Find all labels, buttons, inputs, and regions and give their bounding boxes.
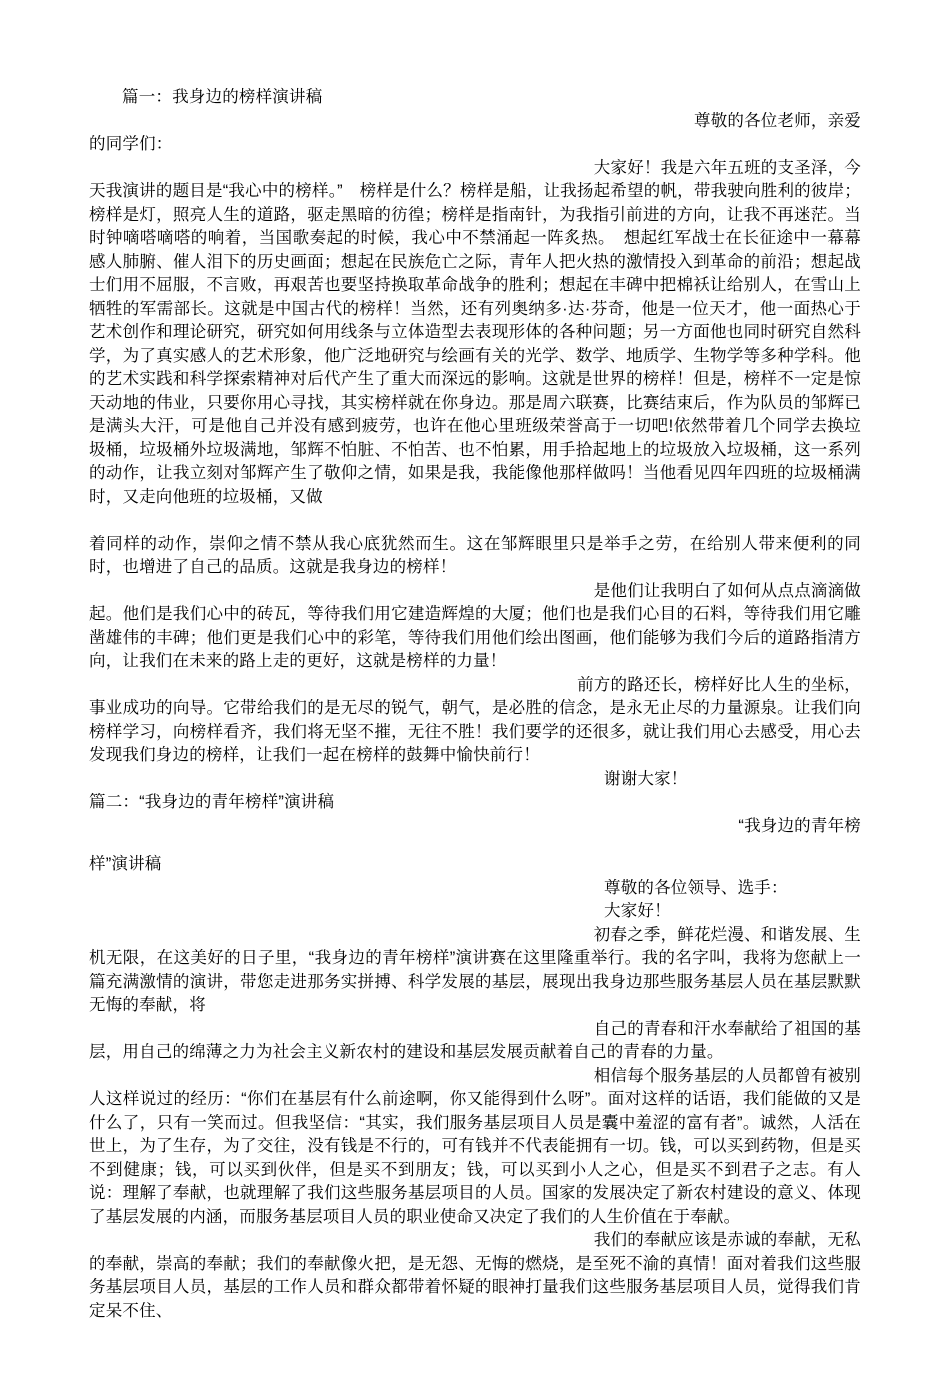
text-line: 着同样的动作，崇仰之情不禁从我心底犹然而生。这在邹辉眼里只是举手之劳，在给别人带来便利的同时，也增进了自己的品质。这就是我身边的榜样！ xyxy=(89,534,861,576)
text-line: 机无限，在这美好的日子里，“我身边的青年榜样”演讲赛在这里隆重举行。我的名字叫，我将为您献上一篇充满激情的演讲，带您走进那务实拼搏、科学发展的基层，展现出我身边那些服务基层人员在基层默默无悔的奉献，将 xyxy=(89,949,861,1014)
text-line: 事业成功的向导。它带给我们的是无尽的锐气，朝气，是必胜的信念，是永无止尽的力量源泉。让我们向榜样学习，向榜样看齐，我们将无坚不摧，无往不胜！我们要学的还很多，就让我们用心去感受，用心去发现我们身边的榜样，让我们一起在榜样的鼓舞中愉快前行！ xyxy=(89,699,861,764)
text-line: 人这样说过的经历：“你们在基层有什么前途啊，你又能得到什么呀”。面对这样的话语，我们能做的又是什么了，只有一笑而过。但我坚信：“其实，我们服务基层项目人员是囊中羞涩的富有者”。诚然，人活在世上，为了生存，为了交往，没有钱是不行的，可有钱并不代表能拥有一切。钱，可以买到药物，但是买不到健康；钱，可以买到伙伴，但是买不到朋友；钱，可以买到小人之心，但是买不到君子之志。有人说：理解了奉献，也就理解了我们这些服务基层项目的人员。国家的发展决定了新农村建设的意义、体现了基层发展的内涵，而服务基层项目人员的职业使命又决定了我们的人生价值在于奉献。 xyxy=(89,1090,861,1226)
text-line: 起。他们是我们心中的砖瓦，等待我们用它建造辉煌的大厦；他们也是我们心目的石料，等待我们用它雕凿雄伟的丰碑；他们更是我们心中的彩笔，等待我们用他们绘出图画，他们能够为我们今后的道路指清方向，让我们在未来的路上走的更好，这就是榜样的力量！ xyxy=(89,605,861,670)
text-line: “我身边的青年榜 xyxy=(738,816,861,835)
text-line: 天我演讲的题目是“我心中的榜样。” 榜样是什么？榜样是船，让我扬起希望的帆，带我驶向胜利的彼岸；榜样是灯，照亮人生的道路，驱走黑暗的彷徨；榜样是指南针，为我指引前进的方向，让我不再迷茫。当时钟嘀嗒嘀嗒的响着，当国歌奏起的时候，我心中不禁涌起一阵炙热。 想起红军战士在长征途中一幕幕感人肺腑、催人泪下的历史画面；想起在民族危亡之际，青年人把火热的激情投入到革命的前沿；想起战士们用不屈服，不言败，再艰苦也要坚持换取革命战争的胜利；想起在丰碑中把棉袄让给别人，在雪山上牺牲的军需部长。这就是中国古代的榜样！当然，还有列奥纳多·达·芬奇，他是一位天才，他一面热心于艺术创作和理论研究，研究如何用线条与立体造型去表现形体的各种问题；另一方面他也同时研究自然科学，为了真实感人的艺术形象，他广泛地研究与绘画有关的光学、数学、地质学、生物学等多种学科。他的艺术实践和科学探索精神对后代产生了重大而深远的影响。这就是世界的榜样！但是，榜样不一定是惊天动地的伟业，只要你用心寻找，其实榜样就在你身边。那是周六联赛，比赛结束后，作为队员的邹辉已是满头大汗，可是他自己并没有感到疲劳，也许在他心里班级荣誉高于一切吧!依然带着几个同学去换垃圾桶，垃圾桶外垃圾满地，邹辉不怕脏、不怕苦、也不怕累，用手拾起地上的垃圾放入垃圾桶，这一系列的动作，让我立刻对邹辉产生了敬仰之情，如果是我，我能像他那样做吗！当他看见四年四班的垃圾桶满时，又走向他班的垃圾桶，又做 xyxy=(89,182,861,506)
text-line: 篇二：“我身边的青年榜样”演讲稿 xyxy=(89,793,335,811)
text-line: 尊敬的各位领导、选手： xyxy=(604,878,788,897)
text-line: 前方的路还长，榜样好比人生的坐标， xyxy=(577,675,861,694)
blank-line xyxy=(89,509,861,533)
text-line: 篇一：我身边的榜样演讲稿 xyxy=(122,88,323,106)
text-line: 样”演讲稿 xyxy=(89,855,162,873)
text-line: 谢谢大家！ xyxy=(604,769,688,788)
text-line: 大家好！我是六年五班的支圣泽，今 xyxy=(593,158,861,177)
text-line: 自己的青春和汗水奉献给了祖国的基 xyxy=(593,1019,861,1038)
text-line: 相信每个服务基层的人员都曾有被别 xyxy=(593,1066,861,1085)
text-line: 层，用自己的绵薄之力为社会主义新农村的建设和基层发展贡献着自己的青春的力量。 xyxy=(89,1043,724,1061)
text-line: 是他们让我明白了如何从点点滴滴做 xyxy=(593,581,861,600)
text-line: 初春之季，鲜花烂漫、和谐发展、生 xyxy=(593,925,861,944)
text-line: 大家好！ xyxy=(604,902,671,920)
text-line: 尊敬的各位老师，亲爱 xyxy=(694,111,861,130)
text-line: 的同学们： xyxy=(89,135,173,153)
text-line: 我们的奉献应该是赤诚的奉献，无私 xyxy=(593,1231,861,1249)
text-line: 的奉献，崇高的奉献；我们的奉献像火把，是无怨、无悔的燃烧，是至死不渝的真情！面对着我们这些服务基层项目人员，基层的工作人员和群众都带着怀疑的眼神打量我们这些服务基层项目人员，觉得我们肯定呆不住、 xyxy=(89,1254,861,1320)
